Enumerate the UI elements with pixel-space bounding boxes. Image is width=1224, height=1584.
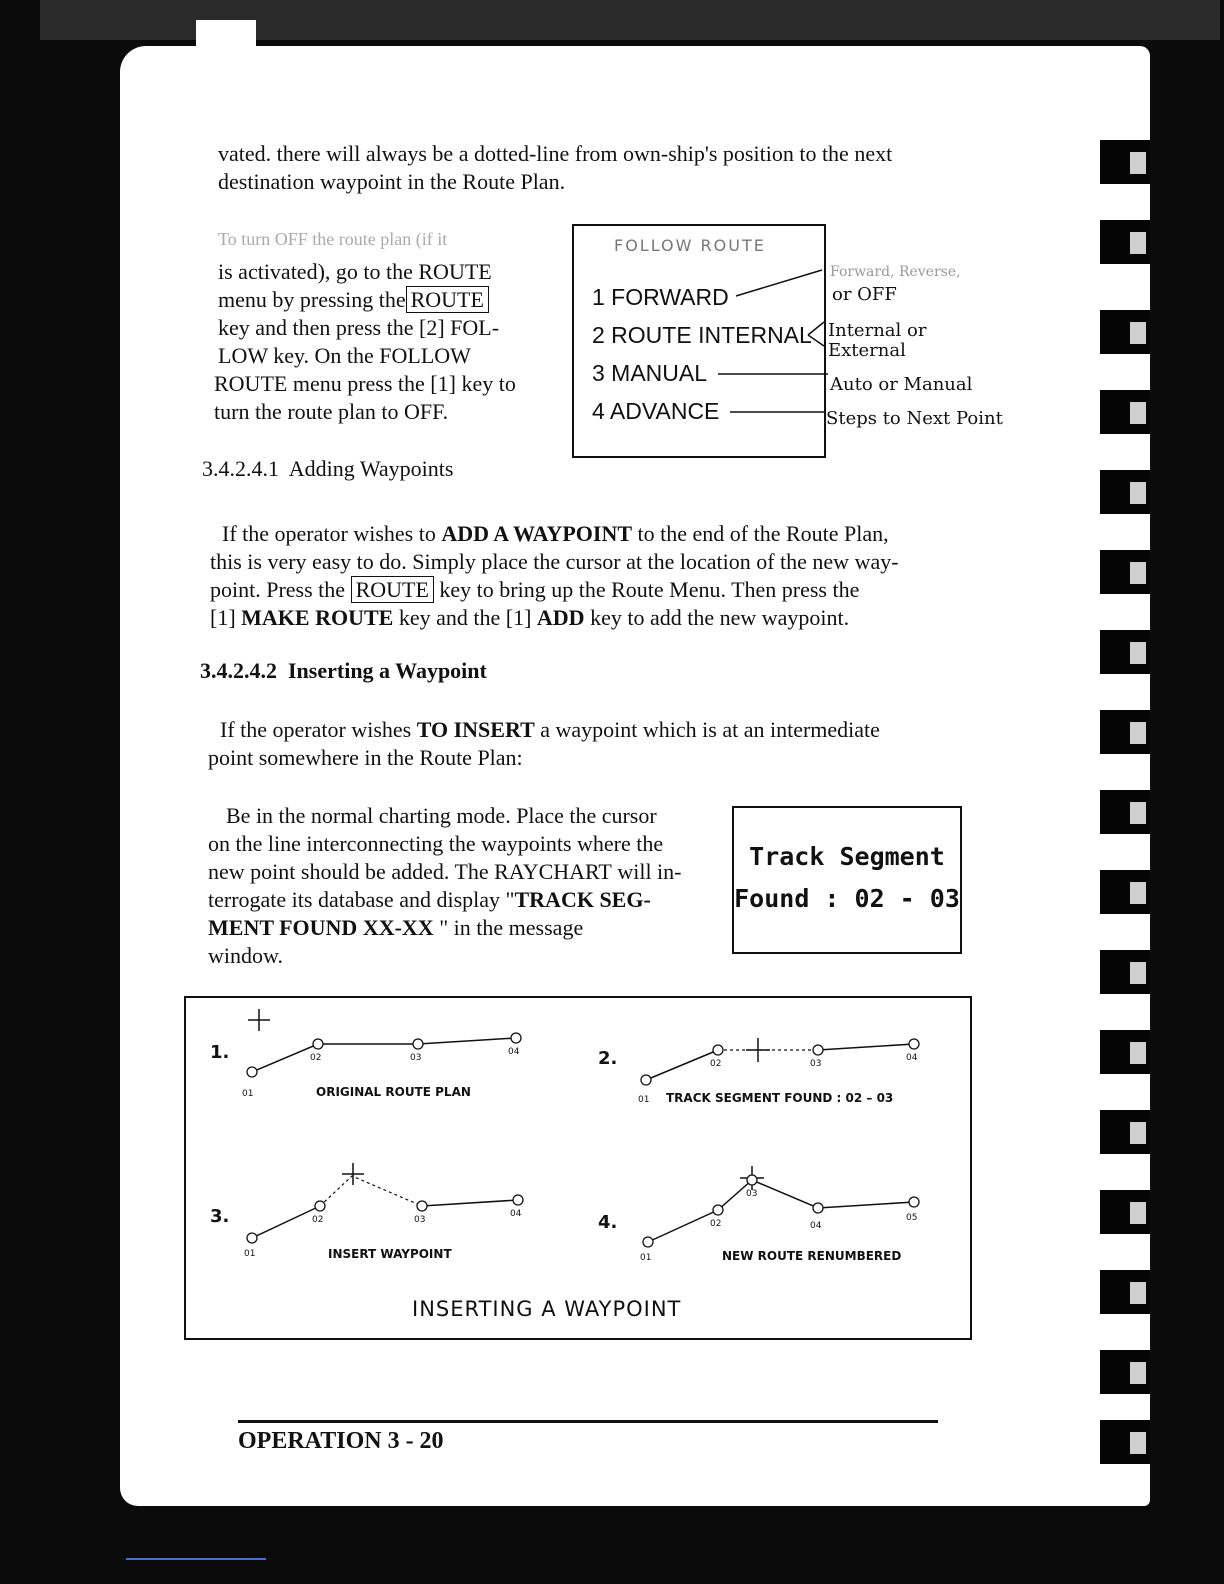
waypoint-label: 04 bbox=[510, 1209, 522, 1219]
waypoint-01 bbox=[247, 1233, 257, 1243]
heading-inserting-waypoint bbox=[200, 658, 487, 684]
note-forward: or OFF bbox=[832, 284, 897, 305]
waypoint-04 bbox=[513, 1195, 523, 1205]
binding-ring bbox=[1100, 710, 1150, 754]
note-forward-top: Forward, Reverse, bbox=[830, 264, 961, 280]
page-tab bbox=[196, 20, 256, 60]
binding-ring bbox=[1100, 220, 1150, 264]
waypoint-label: 03 bbox=[410, 1053, 422, 1063]
binding-ring bbox=[1100, 550, 1150, 594]
waypoint-03 bbox=[747, 1175, 757, 1185]
intro-line-2: destination waypoint in the Route Plan. bbox=[218, 169, 566, 194]
binding-ring bbox=[1100, 870, 1150, 914]
binding-ring bbox=[1100, 1190, 1150, 1234]
waypoint-label: 01 bbox=[242, 1089, 254, 1099]
waypoint-label: 01 bbox=[244, 1249, 256, 1259]
waypoint-label: 04 bbox=[810, 1221, 822, 1231]
adding-line-4-e: key to add the new waypoint. bbox=[590, 605, 850, 630]
panel-1-label: ORIGINAL ROUTE PLAN bbox=[316, 1085, 471, 1099]
binding-ring bbox=[1100, 1110, 1150, 1154]
footer-page-label: OPERATION 3 - 20 bbox=[238, 1428, 444, 1454]
heading-adding-title: Adding Waypoints bbox=[288, 456, 454, 481]
binding-ring bbox=[1100, 1420, 1150, 1464]
adding-line-4 bbox=[210, 604, 849, 631]
waypoint-01 bbox=[641, 1075, 651, 1085]
note-route-internal-a: Internal or bbox=[828, 320, 927, 341]
inserting-line-1 bbox=[220, 716, 880, 743]
panel-4-number: 4. bbox=[598, 1212, 618, 1233]
heading-adding-number: 3.4.2.4.1 bbox=[202, 456, 279, 481]
intro-line-1: vated. there will always be a dotted-line from own-ship's position to the next bbox=[218, 141, 893, 166]
panel-2 bbox=[598, 1038, 919, 1105]
charting-line-3-pre: new point should be added. The bbox=[208, 859, 489, 884]
adding-line-4-d: ADD bbox=[536, 605, 585, 630]
charting-line-5 bbox=[208, 914, 583, 941]
turn-off-line-2: is activated), go to the ROUTE bbox=[218, 259, 492, 284]
binding-ring bbox=[1100, 140, 1150, 184]
waypoint-label: 03 bbox=[414, 1215, 426, 1225]
note-manual: Auto or Manual bbox=[830, 374, 973, 395]
adding-line-4-b: MAKE ROUTE bbox=[241, 605, 394, 630]
charting-line-4 bbox=[208, 886, 651, 913]
waypoint-label: 05 bbox=[906, 1213, 918, 1223]
waypoint-05 bbox=[909, 1197, 919, 1207]
message-line-2: Found : 02 - 03 bbox=[734, 884, 960, 913]
menu-leader-lines bbox=[700, 260, 840, 430]
waypoint-02 bbox=[713, 1205, 723, 1215]
binding-ring bbox=[1100, 470, 1150, 514]
figure-caption: INSERTING A WAYPOINT bbox=[412, 1297, 682, 1321]
turn-off-line-4: key and then press the [2] FOL- bbox=[218, 315, 500, 340]
turn-off-line-3-text: menu by pressing the bbox=[218, 287, 406, 312]
charting-line-5-post: " in the message bbox=[439, 915, 584, 940]
charting-line-3-sc: RAYCHART bbox=[494, 859, 612, 884]
waypoint-02 bbox=[313, 1039, 323, 1049]
panel-4 bbox=[598, 1166, 919, 1263]
footer-rule bbox=[238, 1420, 938, 1423]
heading-inserting-number: 3.4.2.4.2 bbox=[200, 658, 277, 683]
waypoint-03 bbox=[413, 1039, 423, 1049]
waypoint-label: 01 bbox=[640, 1253, 652, 1263]
binding-ring bbox=[1100, 950, 1150, 994]
waypoint-01 bbox=[643, 1237, 653, 1247]
menu-item-forward: 1 FORWARD bbox=[592, 284, 729, 310]
route-key-2: ROUTE bbox=[351, 576, 434, 603]
menu-item-manual: 3 MANUAL bbox=[592, 360, 708, 386]
message-line-1: Track Segment bbox=[749, 842, 945, 871]
adding-line-3-post: key to bring up the Route Menu. Then press the bbox=[439, 577, 860, 602]
waypoint-02 bbox=[315, 1201, 325, 1211]
waypoint-label: 02 bbox=[310, 1053, 322, 1063]
charting-line-5-bold: MENT FOUND XX-XX bbox=[208, 915, 434, 940]
figure-diagram bbox=[186, 998, 970, 1338]
charting-line-4-pre: terrogate its database and display " bbox=[208, 887, 515, 912]
binding-ring bbox=[1100, 1270, 1150, 1314]
panel-2-label: TRACK SEGMENT FOUND : 02 – 03 bbox=[666, 1091, 894, 1105]
bottom-blue-line bbox=[126, 1558, 266, 1560]
menu-item-advance: 4 ADVANCE bbox=[592, 398, 720, 424]
panel-3-label: INSERT WAYPOINT bbox=[328, 1247, 452, 1261]
waypoint-02 bbox=[713, 1045, 723, 1055]
waypoint-04 bbox=[511, 1033, 521, 1043]
binding-ring bbox=[1100, 390, 1150, 434]
binding-ring bbox=[1100, 1030, 1150, 1074]
waypoint-03 bbox=[417, 1201, 427, 1211]
adding-line-4-c: key and the [1] bbox=[398, 605, 532, 630]
inserting-line-1-bold: TO INSERT bbox=[416, 717, 535, 742]
menu-item-route-internal: 2 ROUTE INTERNAL bbox=[592, 322, 812, 348]
note-route-internal-b: External bbox=[828, 340, 906, 361]
panel-4-label: NEW ROUTE RENUMBERED bbox=[722, 1249, 902, 1263]
note-advance: Steps to Next Point bbox=[826, 408, 1003, 429]
charting-line-6: window. bbox=[208, 943, 283, 968]
turn-off-line-3 bbox=[218, 286, 489, 313]
adding-line-1-bold: ADD A WAYPOINT bbox=[441, 521, 633, 546]
waypoint-label: 02 bbox=[312, 1215, 324, 1225]
adding-line-1 bbox=[222, 520, 889, 547]
turn-off-line-7: turn the route plan to OFF. bbox=[214, 399, 449, 424]
panel-2-number: 2. bbox=[598, 1048, 618, 1069]
heading-inserting-title: Inserting a Waypoint bbox=[288, 658, 487, 683]
heading-adding-waypoints bbox=[202, 456, 453, 482]
adding-line-2: this is very easy to do. Simply place the cursor at the location of the new way- bbox=[210, 549, 899, 574]
panel-3-number: 3. bbox=[210, 1206, 230, 1227]
waypoint-label: 02 bbox=[710, 1219, 722, 1229]
binding-ring bbox=[1100, 790, 1150, 834]
charting-line-4-bold: TRACK SEG- bbox=[514, 887, 651, 912]
adding-line-3 bbox=[210, 576, 859, 603]
panel-1-number: 1. bbox=[210, 1042, 230, 1063]
waypoint-label: 02 bbox=[710, 1059, 722, 1069]
charting-line-2: on the line interconnecting the waypoints where the bbox=[208, 831, 664, 856]
turn-off-line-6: ROUTE menu press the [1] key to bbox=[214, 371, 516, 396]
charting-line-3 bbox=[208, 858, 682, 885]
panel-3 bbox=[210, 1163, 523, 1261]
charting-line-3-post: will in- bbox=[617, 859, 682, 884]
binding-ring bbox=[1100, 1350, 1150, 1394]
inserting-line-1-post: a waypoint which is at an intermediate bbox=[540, 717, 880, 742]
figure-inserting-waypoint bbox=[184, 996, 972, 1340]
inserting-line-2: point somewhere in the Route Plan: bbox=[208, 745, 523, 770]
adding-line-1-post: to the end of the Route Plan, bbox=[637, 521, 889, 546]
binding-ring bbox=[1100, 310, 1150, 354]
adding-line-4-a: [1] bbox=[210, 605, 236, 630]
message-window bbox=[732, 806, 962, 954]
menu-title: FOLLOW ROUTE bbox=[614, 236, 766, 255]
waypoint-label: 04 bbox=[508, 1047, 520, 1057]
turn-off-line-5: LOW key. On the FOLLOW bbox=[218, 343, 471, 368]
adding-line-3-pre: point. Press the bbox=[210, 577, 346, 602]
waypoint-label: 01 bbox=[638, 1095, 650, 1105]
waypoint-04 bbox=[813, 1203, 823, 1213]
waypoint-label: 03 bbox=[746, 1189, 758, 1199]
waypoint-01 bbox=[247, 1067, 257, 1077]
charting-line-1: Be in the normal charting mode. Place the cursor bbox=[226, 803, 657, 828]
waypoint-04 bbox=[909, 1039, 919, 1049]
panel-1 bbox=[210, 1009, 521, 1099]
inserting-line-1-pre: If the operator wishes bbox=[220, 717, 412, 742]
turn-off-line-1: To turn OFF the route plan (if it bbox=[218, 229, 448, 249]
route-key: ROUTE bbox=[406, 286, 489, 313]
waypoint-03 bbox=[813, 1045, 823, 1055]
binding-ring bbox=[1100, 630, 1150, 674]
adding-line-1-pre: If the operator wishes to bbox=[222, 521, 436, 546]
waypoint-label: 04 bbox=[906, 1053, 918, 1063]
waypoint-label: 03 bbox=[810, 1059, 822, 1069]
